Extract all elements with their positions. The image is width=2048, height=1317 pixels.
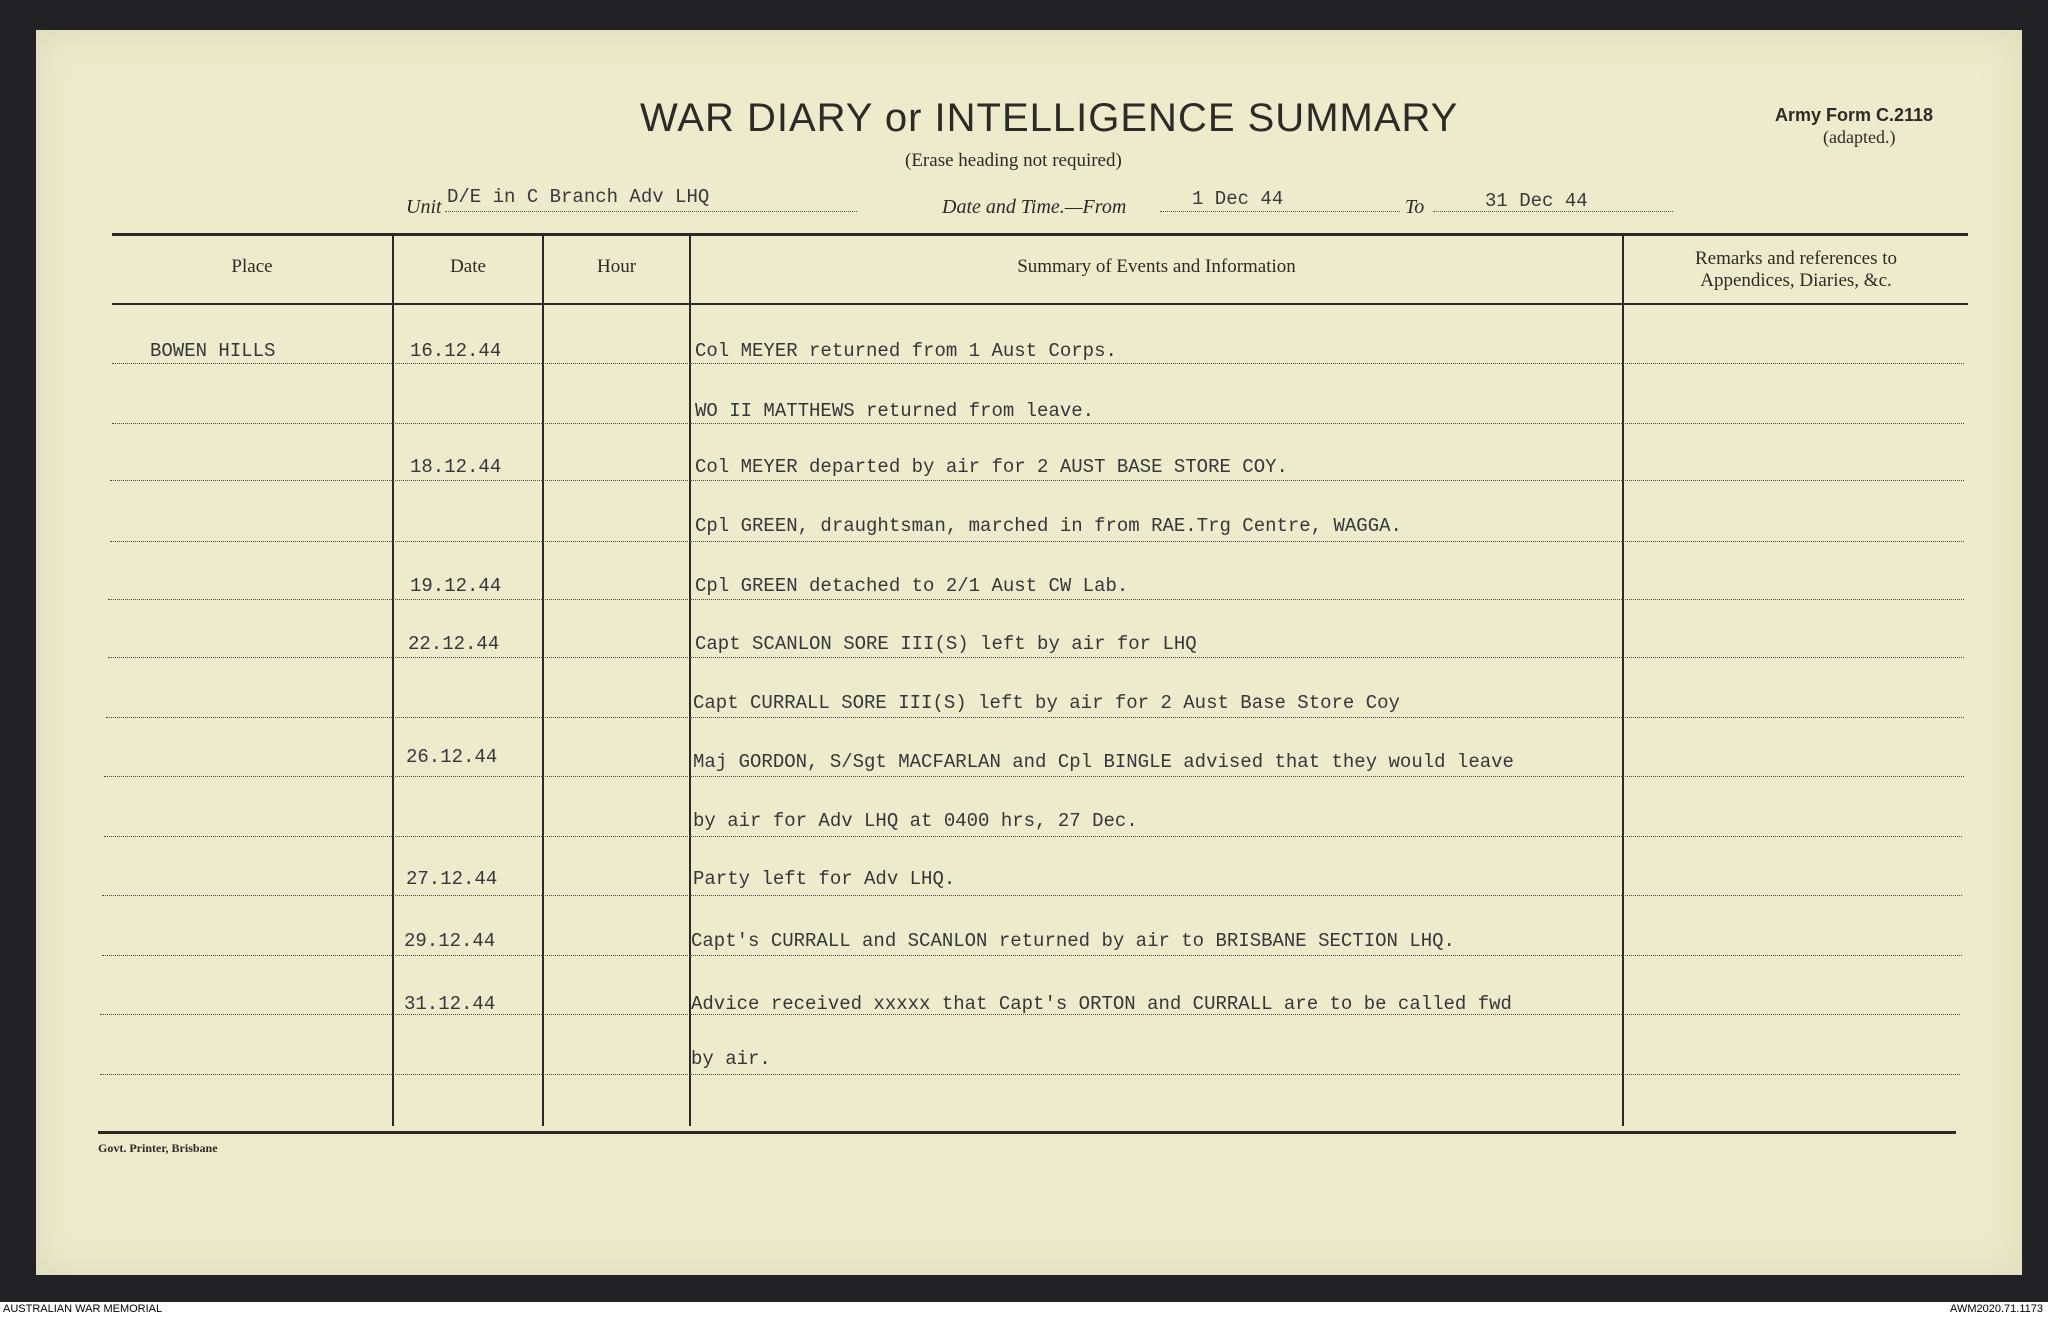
divider-summary-remarks (1622, 233, 1624, 1126)
row-entry: Capt CURRALL SORE III(S) left by air for 2 Aust Base Store Coy (693, 692, 1400, 714)
row-date: 31.12.44 (404, 993, 496, 1015)
row-date: 18.12.44 (410, 456, 502, 478)
row-entry: Maj GORDON, S/Sgt MACFARLAN and Cpl BINGLE advised that they would leave (693, 751, 1514, 773)
army-form-number: Army Form C.2118 (1775, 105, 1934, 125)
army-form-adapted: (adapted.) (1823, 127, 1896, 147)
date-from-value: 1 Dec 44 (1192, 188, 1284, 210)
date-to-label: To (1405, 196, 1425, 218)
row-entry: Capt SCANLON SORE III(S) left by air for LHQ (695, 633, 1197, 655)
table-top-rule (112, 233, 1968, 236)
row-entry: by air for Adv LHQ at 0400 hrs, 27 Dec. (693, 810, 1138, 832)
row-rule (102, 955, 1962, 956)
form-subtitle: (Erase heading not required) (905, 150, 1122, 171)
row-entry: Capt's CURRALL and SCANLON returned by air to BRISBANE SECTION LHQ. (691, 930, 1455, 952)
col-header-place: Place (231, 256, 273, 277)
row-date: 16.12.44 (410, 340, 502, 362)
row-date: 29.12.44 (404, 930, 496, 952)
to-field-line (1433, 211, 1673, 212)
row-rule (110, 541, 1964, 542)
row-entry: Cpl GREEN detached to 2/1 Aust CW Lab. (695, 575, 1129, 597)
date-from-label: Date and Time.—From (942, 196, 1127, 218)
unit-label: Unit (406, 196, 442, 218)
printer-imprint: Govt. Printer, Brisbane (98, 1141, 218, 1155)
row-entry: Col MEYER departed by air for 2 AUST BASE STORE COY. (695, 456, 1288, 478)
row-rule (100, 1074, 1960, 1075)
row-rule (104, 836, 1962, 837)
col-header-hour: Hour (596, 256, 637, 277)
divider-date-hour (542, 233, 544, 1126)
row-rule (108, 599, 1964, 600)
archive-footer (0, 1302, 2048, 1317)
unit-value: D/E in C Branch Adv LHQ (447, 186, 710, 208)
row-rule (104, 776, 1964, 777)
header-bottom-rule (112, 303, 1968, 305)
unit-field-line (445, 211, 857, 212)
row-rule (106, 717, 1964, 718)
row-date: 26.12.44 (406, 746, 498, 768)
row-rule (110, 480, 1964, 481)
row-rule (112, 423, 1964, 424)
row-entry: Advice received xxxxx that Capt's ORTON and CURRALL are to be called fwd (691, 993, 1512, 1015)
row-rule (112, 363, 1964, 364)
row-date: 27.12.44 (406, 868, 498, 890)
divider-place-date (392, 233, 394, 1126)
date-to-value: 31 Dec 44 (1485, 190, 1588, 212)
row-place: BOWEN HILLS (150, 340, 276, 362)
row-entry: Party left for Adv LHQ. (693, 868, 956, 890)
row-entry: Cpl GREEN, draughtsman, marched in from RAE.Trg Centre, WAGGA. (695, 515, 1402, 537)
row-rule (108, 657, 1964, 658)
form-title: WAR DIARY or INTELLIGENCE SUMMARY (640, 96, 1459, 140)
row-entry: WO II MATTHEWS returned from leave. (695, 400, 1095, 422)
col-header-summary: Summary of Events and Information (1017, 256, 1296, 277)
col-header-remarks: Remarks and references to Appendices, Diaries, &c. (1694, 248, 1898, 291)
table-bottom-rule (98, 1131, 1956, 1134)
col-header-date: Date (450, 256, 486, 277)
from-field-line (1160, 211, 1400, 212)
row-date: 22.12.44 (408, 633, 500, 655)
archive-accession-number: AWM2020.71.1173 (1950, 1303, 2043, 1315)
archive-name: AUSTRALIAN WAR MEMORIAL (3, 1303, 163, 1315)
row-rule (102, 895, 1962, 896)
row-entry: Col MEYER returned from 1 Aust Corps. (695, 340, 1117, 362)
row-entry: by air. (691, 1048, 771, 1070)
row-date: 19.12.44 (410, 575, 502, 597)
